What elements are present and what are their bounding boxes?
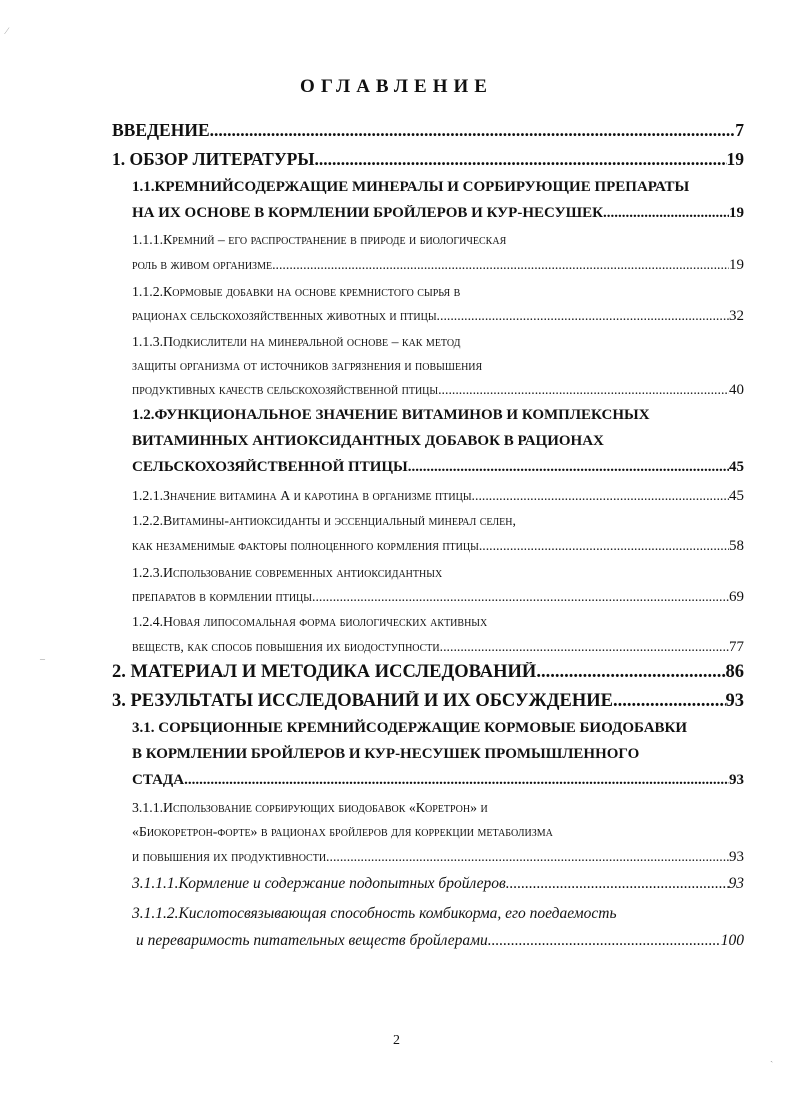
- toc-page: 93: [728, 875, 744, 892]
- toc-text: 3. РЕЗУЛЬТАТЫ ИССЛЕДОВАНИЙ И ИХ ОБСУЖДЕНИЕ: [112, 691, 613, 711]
- toc-page: 69: [729, 589, 744, 605]
- toc-text: продуктивных качеств сельскохозяйственной птицы: [132, 382, 439, 397]
- toc-page: 32: [729, 308, 744, 324]
- toc-entry-intro[interactable]: [112, 120, 744, 141]
- toc-entry-1-2-3[interactable]: [132, 589, 744, 606]
- toc-entry-3-1-line2: В КОРМЛЕНИИ БРОЙЛЕРОВ И КУР-НЕСУШЕК ПРОМЫШЛЕННОГО: [132, 746, 640, 762]
- toc-page: 19: [729, 257, 744, 273]
- toc-page: 7: [735, 120, 744, 140]
- toc-text: веществ, как способ повышения их биодоступности: [132, 639, 440, 654]
- toc-page: 93: [729, 849, 744, 865]
- toc-entry-3[interactable]: [112, 691, 744, 712]
- toc-page: 45: [729, 459, 744, 475]
- toc-page: 77: [729, 639, 744, 655]
- toc-entry-1-1-1-line1: 1.1.1.Кремний – его распространение в природе и биологическая: [132, 232, 507, 247]
- scan-mark-bottom-right: ˏ: [770, 1052, 774, 1063]
- toc-entry-1-2-4-line1: 1.2.4.Новая липосомальная форма биологических активных: [132, 614, 488, 629]
- toc-entry-1-2-2[interactable]: [132, 538, 744, 555]
- toc-entry-2[interactable]: [112, 662, 744, 683]
- toc-entry-1-2-2-line1: 1.2.2.Витамины-антиоксиданты и эссенциальный минерал селен,: [132, 513, 516, 528]
- toc-page: 93: [725, 691, 744, 711]
- toc-entry-1-1[interactable]: [132, 205, 744, 222]
- toc-text: 1.2.1.Значение витамина А и каротина в организме птицы: [132, 488, 472, 503]
- toc-entry-1-2-4[interactable]: [132, 639, 744, 656]
- toc-entry-1-2-line1: 1.2.ФУНКЦИОНАЛЬНОЕ ЗНАЧЕНИЕ ВИТАМИНОВ И КОМПЛЕКСНЫХ: [132, 407, 650, 423]
- page-title: ОГЛАВЛЕНИЕ: [300, 76, 493, 97]
- toc-text: как незаменимые факторы полноценного кормления птицы: [132, 538, 479, 553]
- toc-entry-3-1-1[interactable]: [132, 849, 744, 866]
- page-number: 2: [393, 1033, 400, 1048]
- toc-entry-3-1-line1: 3.1. СОРБЦИОННЫЕ КРЕМНИЙСОДЕРЖАЩИЕ КОРМОВЫЕ БИОДОБАВКИ: [132, 720, 688, 736]
- toc-page: 100: [720, 932, 744, 949]
- toc-entry-3-1-1-2-line1: 3.1.1.2.Кислотосвязывающая способность комбикорма, его поедаемость: [132, 905, 617, 922]
- toc-page: 19: [729, 205, 744, 221]
- toc-entry-1-2-3-line1: 1.2.3.Использование современных антиоксидантных: [132, 565, 443, 580]
- toc-page: 45: [729, 488, 744, 504]
- toc-entry-3-1-1-2[interactable]: [136, 932, 744, 950]
- toc-text: НА ИХ ОСНОВЕ В КОРМЛЕНИИ БРОЙЛЕРОВ И КУР-НЕСУШЕК: [132, 205, 604, 221]
- toc-text: роль в живом организме: [132, 257, 273, 272]
- toc-entry-3-1-1-line1: 3.1.1.Использование сорбирующих биодобавок «Коретрон» и: [132, 800, 488, 815]
- toc-entry-1[interactable]: [112, 149, 744, 170]
- toc-page: 58: [729, 538, 744, 554]
- toc-page: 93: [729, 772, 744, 788]
- toc-text: препаратов в кормлении птицы: [132, 589, 312, 604]
- toc-entry-3-1-1-line2: «Биокоретрон-форте» в рационах бройлеров для коррекции метаболизма: [132, 824, 553, 839]
- toc-entry-1-1-1[interactable]: [132, 257, 744, 274]
- toc-text: 1. ОБЗОР ЛИТЕРАТУРЫ: [112, 149, 315, 169]
- toc-entry-1-1-3-line2: защиты организма от источников загрязнения и повышения: [132, 358, 483, 373]
- toc-entry-3-1[interactable]: [132, 772, 744, 789]
- toc-entry-1-2-1[interactable]: [132, 488, 744, 505]
- toc-entry-1-1-2[interactable]: [132, 308, 744, 325]
- toc-entry-1-1-3[interactable]: [132, 382, 744, 399]
- toc-page: 19: [726, 149, 744, 169]
- toc-text: 2. МАТЕРИАЛ И МЕТОДИКА ИССЛЕДОВАНИЙ: [112, 662, 537, 682]
- toc-entry-1-1-line1: 1.1.КРЕМНИЙСОДЕРЖАЩИЕ МИНЕРАЛЫ И СОРБИРУЮЩИЕ ПРЕПАРАТЫ: [132, 179, 690, 195]
- toc-text: и переваримость питательных веществ бройлерами: [136, 932, 488, 949]
- toc-text: ВВЕДЕНИЕ: [112, 120, 210, 140]
- toc-entry-3-1-1-1[interactable]: [132, 875, 744, 893]
- toc-text: 3.1.1.1.Кормление и содержание подопытных бройлеров: [132, 875, 506, 892]
- toc-page: 40: [729, 382, 744, 398]
- scan-mark-left: ‒: [40, 654, 45, 665]
- toc-text: СТАДА: [132, 772, 185, 788]
- toc-entry-1-1-2-line1: 1.1.2.Кормовые добавки на основе кремнистого сырья в: [132, 284, 461, 299]
- toc-text: СЕЛЬСКОХОЗЯЙСТВЕННОЙ ПТИЦЫ: [132, 459, 408, 475]
- toc-entry-1-2-line2: ВИТАМИННЫХ АНТИОКСИДАНТНЫХ ДОБАВОК В РАЦИОНАХ: [132, 433, 604, 449]
- toc-entry-1-2[interactable]: [132, 459, 744, 476]
- toc-page: 86: [725, 662, 744, 682]
- toc-entry-1-1-3-line1: 1.1.3.Подкислители на минеральной основе – как метод: [132, 334, 461, 349]
- toc-text: и повышения их продуктивности: [132, 849, 327, 864]
- toc-text: рационах сельскохозяйственных животных и птицы: [132, 308, 437, 323]
- scan-mark-top-left: ∕: [6, 26, 8, 37]
